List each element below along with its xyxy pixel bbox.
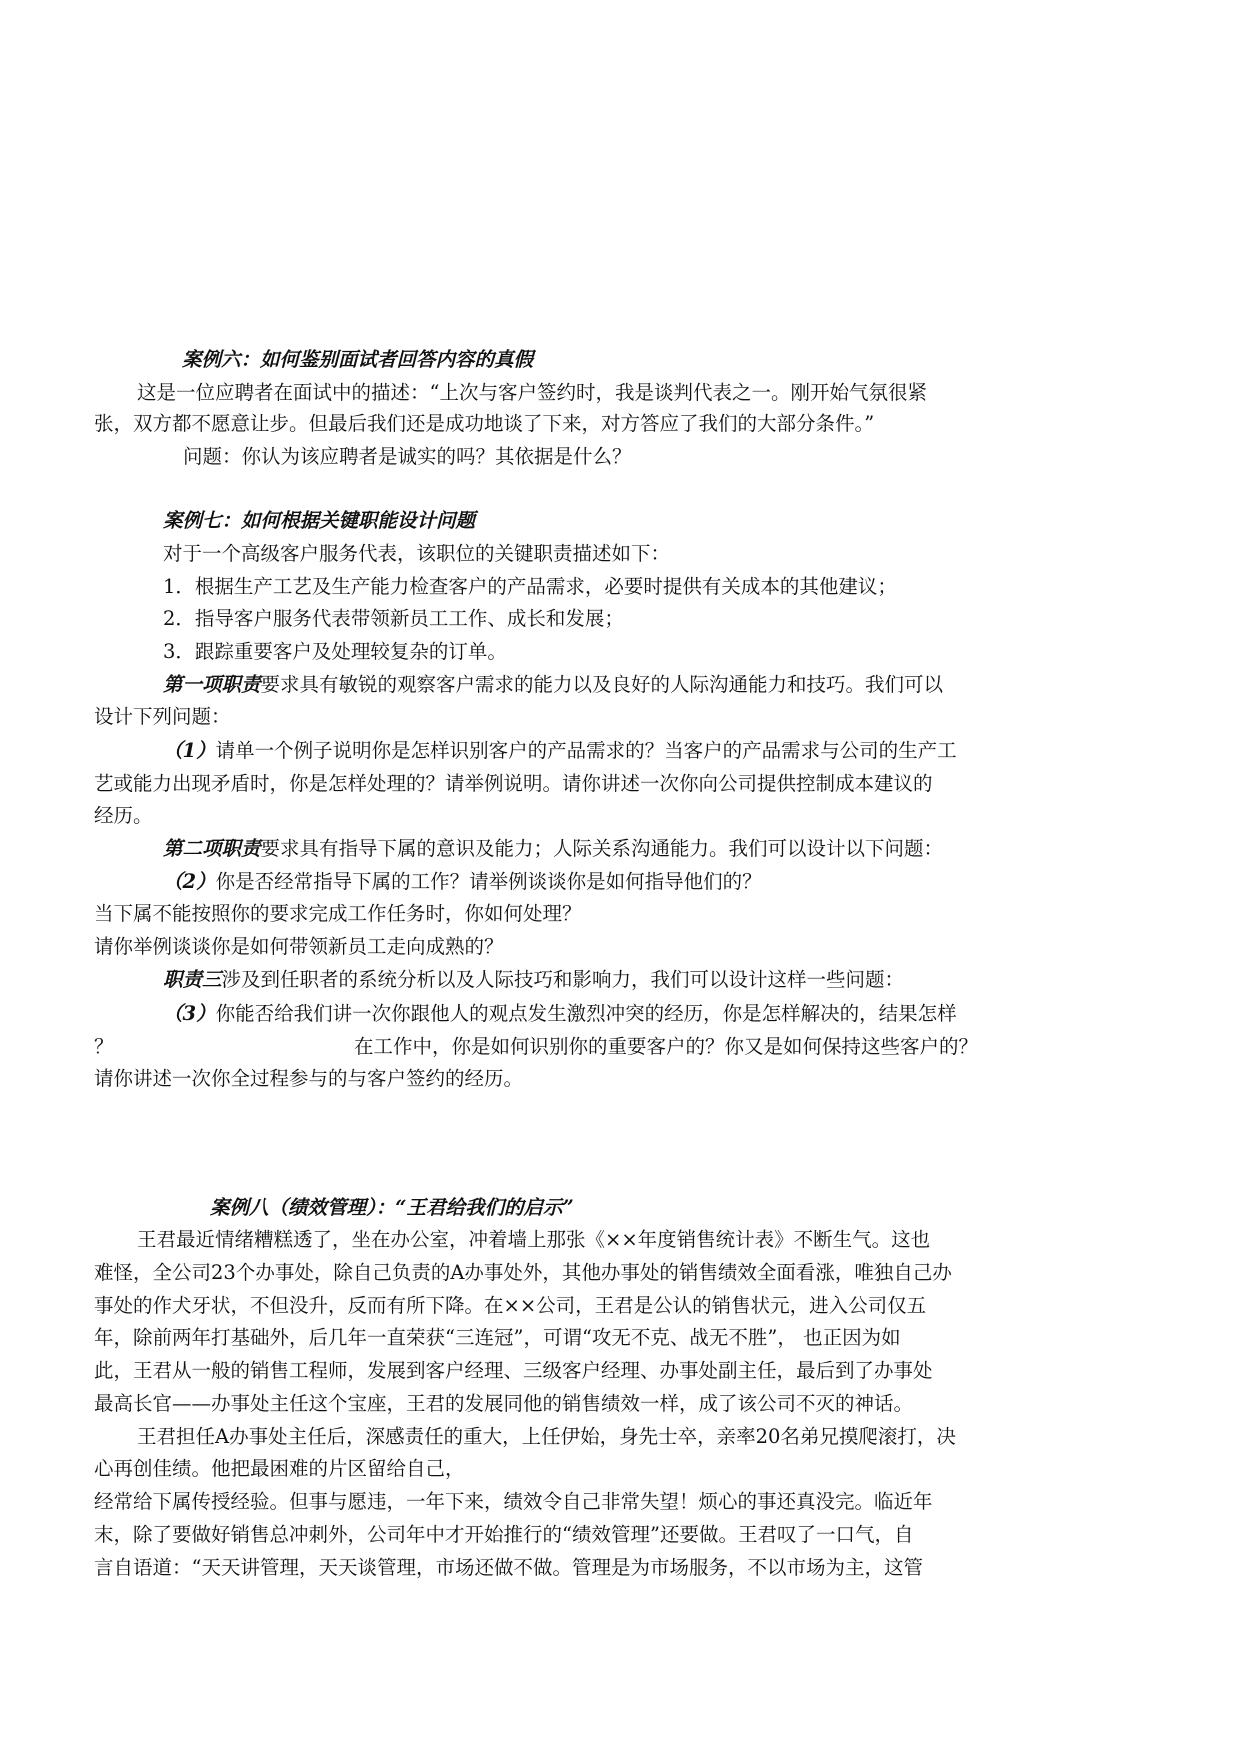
- case8-paragraph-line: 此，王君从一般的销售工程师，发展到客户经理、三级客户经理、办事处副主任，最后到了办事处: [94, 1359, 933, 1382]
- duty1-text-line: 设计下列问题：: [94, 705, 231, 728]
- case8-paragraph-line: 王君担任A办事处主任后，深感责任的重大，上任伊始，身先士卒，亲率20名弟兄摸爬滚打，决: [137, 1425, 956, 1448]
- question1-line: 经历。: [94, 804, 153, 827]
- case7-intro: 对于一个高级客户服务代表，该职位的关键职责描述如下：: [163, 542, 671, 565]
- case6-question: 问题：你认为该应聘者是诚实的吗？其依据是什么？: [183, 445, 632, 468]
- question1-number: （1）: [163, 739, 216, 762]
- duty1-paragraph: [163, 672, 943, 698]
- case7-duty-item: 3．跟踪重要客户及处理较复杂的订单。: [163, 640, 507, 663]
- duty2-paragraph: [163, 836, 943, 862]
- case8-paragraph-line: 王君最近情绪糟糕透了，坐在办公室，冲着墙上那张《××年度销售统计表》不断生气。这也: [137, 1228, 931, 1251]
- question1-text: 请单一个例子说明你是怎样识别客户的产品需求的？当客户的产品需求与公司的生产工: [215, 739, 957, 762]
- question3-text: 你能否给我们讲一次你跟他人的观点发生激烈冲突的经历，你是怎样解决的，结果怎样: [215, 1002, 957, 1025]
- question2-line: [163, 869, 762, 895]
- question2-text: 你是否经常指导下属的工作？请举例谈谈你是如何指导他们的？: [215, 870, 762, 893]
- duty3-heading: 职责三: [163, 968, 222, 991]
- case8-paragraph-line: 心再创佳绩。他把最困难的片区留给自己，: [94, 1457, 465, 1480]
- duty2-heading: 第二项职责: [163, 837, 261, 860]
- question3-number: （3）: [163, 1002, 216, 1025]
- case6-paragraph-line: 这是一位应聘者在面试中的描述：“上次与客户签约时，我是谈判代表之一。刚开始气氛很紧: [137, 381, 927, 404]
- duty3-paragraph: [163, 967, 904, 993]
- question3-mark: ？: [94, 1035, 114, 1058]
- question2-number: （2）: [163, 870, 216, 893]
- case8-paragraph-line: 难怪，全公司23个办事处，除自己负责的A办事处外，其他办事处的销售绩效全面看涨，唯独自己办: [94, 1261, 952, 1284]
- case8-paragraph-line: 最高长官——办事处主任这个宝座，王君的发展同他的销售绩效一样，成了该公司不灭的神话。: [94, 1392, 914, 1415]
- question1-line: 艺或能力出现矛盾时，你是怎样处理的？请举例说明。请你讲述一次你向公司提供控制成本建议的: [94, 772, 933, 795]
- case8-paragraph-line: 事处的作犬牙状，不但没升，反而有所下降。在××公司，王君是公认的销售状元，进入公司仅五: [94, 1294, 927, 1317]
- duty1-text: 要求具有敏锐的观察客户需求的能力以及良好的人际沟通能力和技巧。我们可以: [260, 673, 944, 696]
- case8-paragraph-line: 末，除了要做好销售总冲刺外，公司年中才开始推行的“绩效管理”还要做。王君叹了一口气，自: [94, 1523, 914, 1546]
- duty2-text: 要求具有指导下属的意识及能力；人际关系沟通能力。我们可以设计以下问题：: [260, 837, 944, 860]
- duty1-heading: 第一项职责: [163, 673, 261, 696]
- case8-paragraph-line: 经常给下属传授经验。但事与愿违，一年下来，绩效令自己非常失望！烦心的事还真没完。临近年: [94, 1490, 933, 1513]
- question1-line: [163, 738, 957, 764]
- question3-line: 请你讲述一次你全过程参与的与客户签约的经历。: [94, 1067, 524, 1090]
- case8-paragraph-line: 言自语道：“天天讲管理，天天谈管理，市场还做不做。管理是为市场服务，不以市场为主，这管: [94, 1556, 923, 1579]
- case7-duty-item: 1．根据生产工艺及生产能力检查客户的产品需求，必要时提供有关成本的其他建议；: [163, 575, 897, 598]
- case8-title: 案例八（绩效管理）：“王君给我们的启示”: [210, 1196, 574, 1219]
- case6-title: 案例六：如何鉴别面试者回答内容的真假: [182, 348, 534, 371]
- question2-line: 请你举例谈谈你是如何带领新员工走向成熟的？: [94, 935, 504, 958]
- duty3-text: 涉及到任职者的系统分析以及人际技巧和影响力，我们可以设计这样一些问题：: [221, 968, 905, 991]
- case8-paragraph-line: 年，除前两年打基础外，后几年一直荣获“三连冠”，可谓“攻无不克、战无不胜”， 也正因为如: [94, 1326, 901, 1349]
- case6-paragraph-line: 张，双方都不愿意让步。但最后我们还是成功地谈了下来，对方答应了我们的大部分条件。”: [94, 412, 875, 435]
- case7-title: 案例七：如何根据关键职能设计问题: [163, 509, 476, 532]
- question3-line: [163, 1001, 957, 1027]
- case7-duty-item: 2．指导客户服务代表带领新员工工作、成长和发展；: [163, 607, 624, 630]
- question2-line: 当下属不能按照你的要求完成工作任务时，你如何处理？: [94, 902, 582, 925]
- question3-line: 在工作中，你是如何识别你的重要客户的？你又是如何保持这些客户的？: [354, 1035, 979, 1058]
